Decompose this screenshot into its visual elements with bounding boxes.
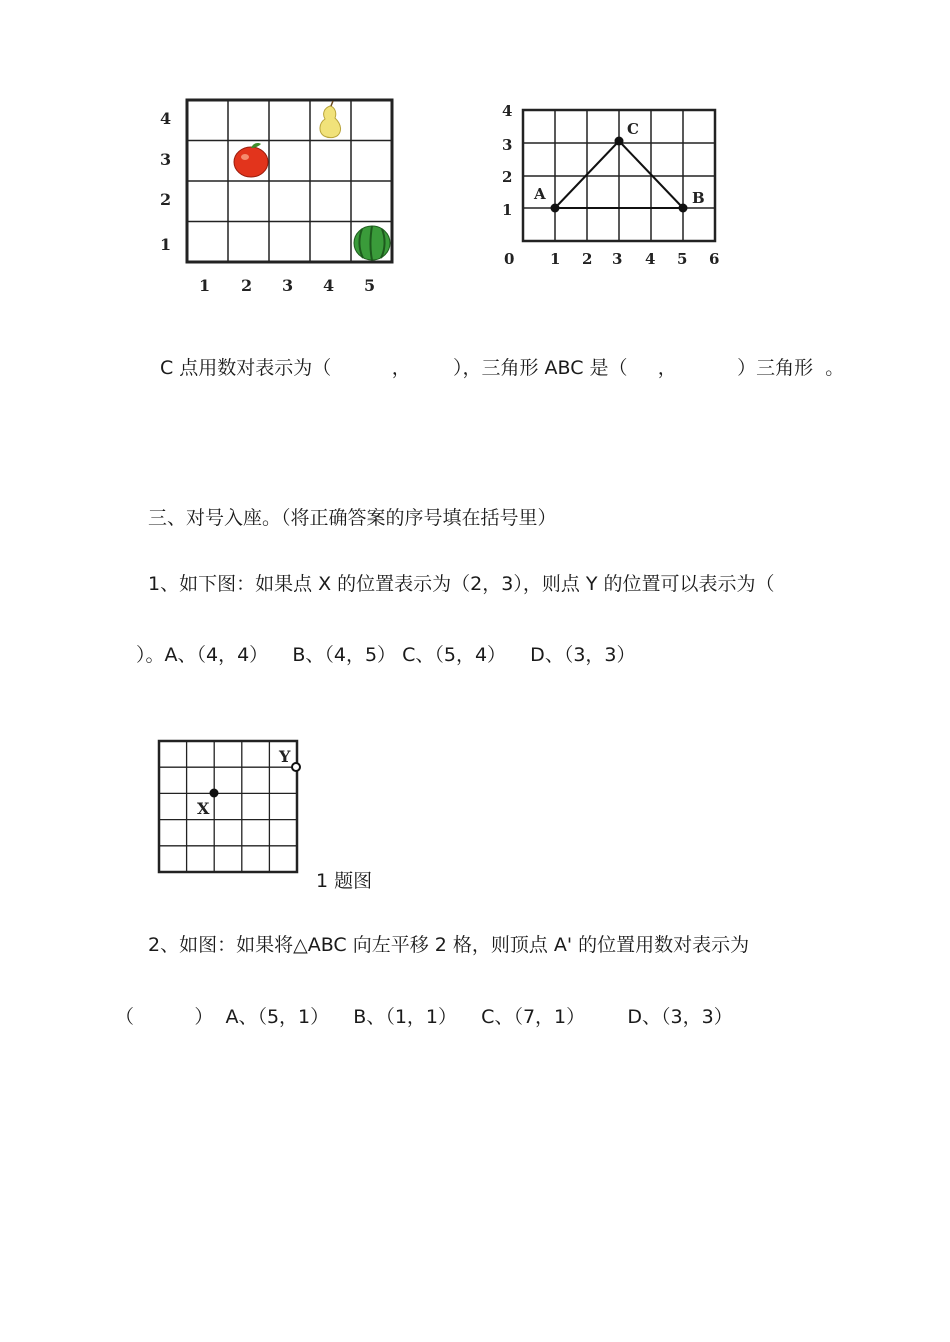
point-a-label: A	[534, 185, 546, 203]
fruit-grid-y-label-1: 1	[160, 235, 172, 254]
fruit-grid-figure	[150, 92, 400, 302]
triangle-grid-y-label-1: 1	[502, 201, 513, 219]
triangle-grid-x-label-1: 1	[550, 250, 561, 268]
figure-1-caption: 1 题图	[316, 870, 373, 892]
watermelon-icon	[354, 226, 390, 260]
triangle-grid-x-label-6: 6	[709, 250, 720, 268]
fruit-grid-y-label-2: 2	[160, 190, 172, 209]
point-b-label: B	[692, 189, 705, 207]
point-y	[292, 763, 300, 771]
section-3-title: 三、对号入座。（将正确答案的序号填在括号里）	[148, 507, 557, 529]
question-2-line-2: （ ） A、（5，1） B、（1，1） C、（7，1） D、（3，3）	[115, 1006, 733, 1028]
triangle-grid-y-label-2: 2	[502, 168, 513, 186]
triangle-grid-lines	[523, 110, 715, 241]
question-c-point-line: C 点用数对表示为（ ， ），三角形 ABC 是（ ， ）三角形 。	[160, 357, 845, 379]
xy-grid-lines	[159, 741, 297, 872]
fruit-grid-x-label-2: 2	[241, 276, 253, 295]
point-a	[551, 204, 560, 213]
fruit-grid-x-label-1: 1	[199, 276, 211, 295]
point-x-label: X	[197, 799, 210, 818]
point-c-label: C	[627, 120, 639, 138]
triangle-grid-x-label-2: 2	[582, 250, 593, 268]
apple-icon	[234, 143, 268, 177]
point-x	[210, 789, 219, 798]
xy-grid-figure	[150, 730, 310, 880]
fruit-grid-x-label-5: 5	[364, 276, 376, 295]
point-c	[615, 137, 624, 146]
question-1-line-1: 1、如下图：如果点 X 的位置表示为（2，3），则点 Y 的位置可以表示为（	[148, 573, 775, 595]
triangle-grid-x-label-3: 3	[612, 250, 623, 268]
question-1-line-2: ）。A、（4，4） B、（4，5） C、（5，4） D、（3，3）	[136, 644, 636, 666]
triangle-grid-x-label-0: 0	[504, 250, 515, 268]
question-2-line-1: 2、如图：如果将△ABC 向左平移 2 格，则顶点 A' 的位置用数对表示为	[148, 934, 750, 956]
triangle-grid-y-label-4: 4	[502, 102, 513, 120]
point-b	[679, 204, 688, 213]
fruit-grid-x-label-3: 3	[282, 276, 294, 295]
pear-icon	[320, 101, 341, 138]
point-y-label: Y	[279, 747, 291, 766]
triangle-grid-x-label-4: 4	[645, 250, 656, 268]
triangle-grid-figure	[490, 96, 740, 301]
fruit-grid-x-label-4: 4	[323, 276, 335, 295]
fruit-grid-y-label-3: 3	[160, 150, 172, 169]
triangle-grid-x-label-5: 5	[677, 250, 688, 268]
fruit-grid-y-label-4: 4	[160, 109, 172, 128]
triangle-grid-y-label-3: 3	[502, 136, 513, 154]
